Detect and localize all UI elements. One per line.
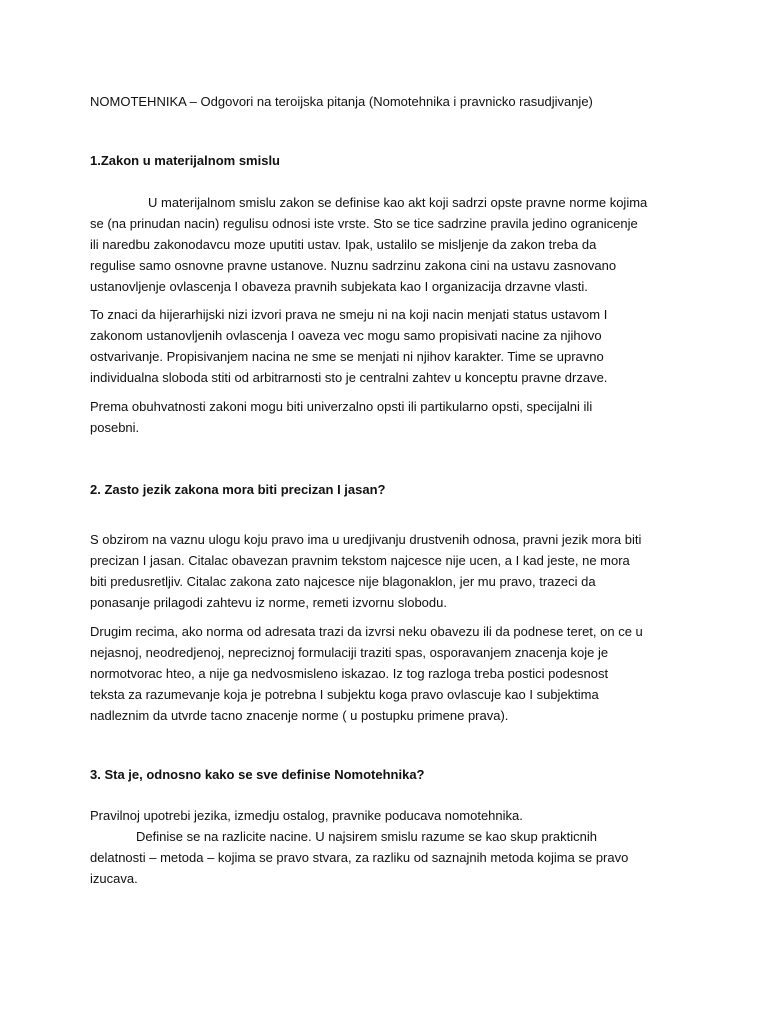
text-line: individualna sloboda stiti od arbitrarnosti sto je centralni zahtev u konceptu pravne drzave.	[90, 370, 608, 385]
text-line: Prema obuhvatnosti zakoni mogu biti univerzalno opsti ili partikularno opsti, specijalni ili	[90, 399, 593, 414]
section-2-heading: 2. Zasto jezik zakona mora biti precizan I jasan?	[90, 482, 386, 497]
section-3-paragraph-1	[90, 805, 680, 826]
section-1-paragraph-3	[90, 396, 680, 438]
text-line: biti predusretljiv. Citalac zakona zato najcesce nije blagonaklon, jer mu pravo, trazeci da	[90, 574, 596, 589]
text-line: nejasnoj, neodredjenoj, nepreciznoj formulaciji traziti spas, osporavanjem znacenja koje je	[90, 645, 609, 660]
text-line: izucava.	[90, 871, 138, 886]
section-2-paragraph-1	[90, 529, 680, 613]
text-line: delatnosti – metoda – kojima se pravo stvara, za razliku od saznajnih metoda kojima se pravo	[90, 850, 629, 865]
text-line: Pravilnoj upotrebi jezika, izmedju ostalog, pravnike poducava nomotehnika.	[90, 808, 523, 823]
section-2-paragraph-2	[90, 621, 680, 726]
section-1-heading: 1.Zakon u materijalnom smislu	[90, 153, 280, 168]
document-title: NOMOTEHNIKA – Odgovori na teroijska pitanja (Nomotehnika i pravnicko rasudjivanje)	[90, 94, 593, 109]
section-3-paragraph-2	[90, 826, 680, 889]
text-line: se (na prinudan nacin) regulisu odnosi iste vrste. Sto se tice sadrzine pravila jedino ogranicenje	[90, 216, 638, 231]
text-line: posebni.	[90, 420, 140, 435]
text-line: S obzirom na vaznu ulogu koju pravo ima u uredjivanju drustvenih odnosa, pravni jezik mora biti	[90, 532, 642, 547]
section-3-heading: 3. Sta je, odnosno kako se sve definise Nomotehnika?	[90, 767, 425, 782]
text-line: precizan I jasan. Citalac obavezan pravnim tekstom najcesce nije ucen, a I kad jeste, ne mora	[90, 553, 630, 568]
text-line: nadleznim da utvrde tacno znacenje norme ( u postupku primene prava).	[90, 708, 509, 723]
text-line: Definise se na razlicite nacine. U najsirem smislu razume se kao skup prakticnih	[136, 829, 597, 844]
text-line: normotvorac hteo, a nije ga nedvosmisleno iskazao. Iz tog razloga treba postici podesnost	[90, 666, 609, 681]
section-1-paragraph-1	[90, 192, 680, 297]
text-line: ili naredbu zakonodavcu moze uputiti ustav. Ipak, ustalilo se misljenje da zakon treba da	[90, 237, 597, 252]
text-line: Drugim recima, ako norma od adresata trazi da izvrsi neku obavezu ili da podnese teret, on ce u	[90, 624, 643, 639]
section-1-paragraph-2	[90, 304, 680, 388]
text-line: regulise samo osnovne pravne ustanove. Nuznu sadrzinu zakona cini na ustavu zasnovano	[90, 258, 617, 273]
text-line: teksta za razumevanje koja je potrebna I subjektu koga pravo ovlascuje kao I subjektima	[90, 687, 599, 702]
text-line: ostvarivanje. Propisivanjem nacina ne sme se menjati ni njihov karakter. Time se upravno	[90, 349, 604, 364]
text-line: ustanovljenje ovlascenja I obaveza pravnih subjekata kao I organizacija drzavne vlasti.	[90, 279, 588, 294]
text-line: U materijalnom smislu zakon se definise kao akt koji sadrzi opste pravne norme kojima	[148, 195, 648, 210]
text-line: ponasanje prilagodi zahtevu iz norme, remeti izvornu slobodu.	[90, 595, 447, 610]
text-line: To znaci da hijerarhijski nizi izvori prava ne smeju ni na koji nacin menjati status ustavom I	[90, 307, 608, 322]
text-line: zakonom ustanovljenih ovlascenja I oaveza vec mogu samo propisivati nacine za njihovo	[90, 328, 602, 343]
